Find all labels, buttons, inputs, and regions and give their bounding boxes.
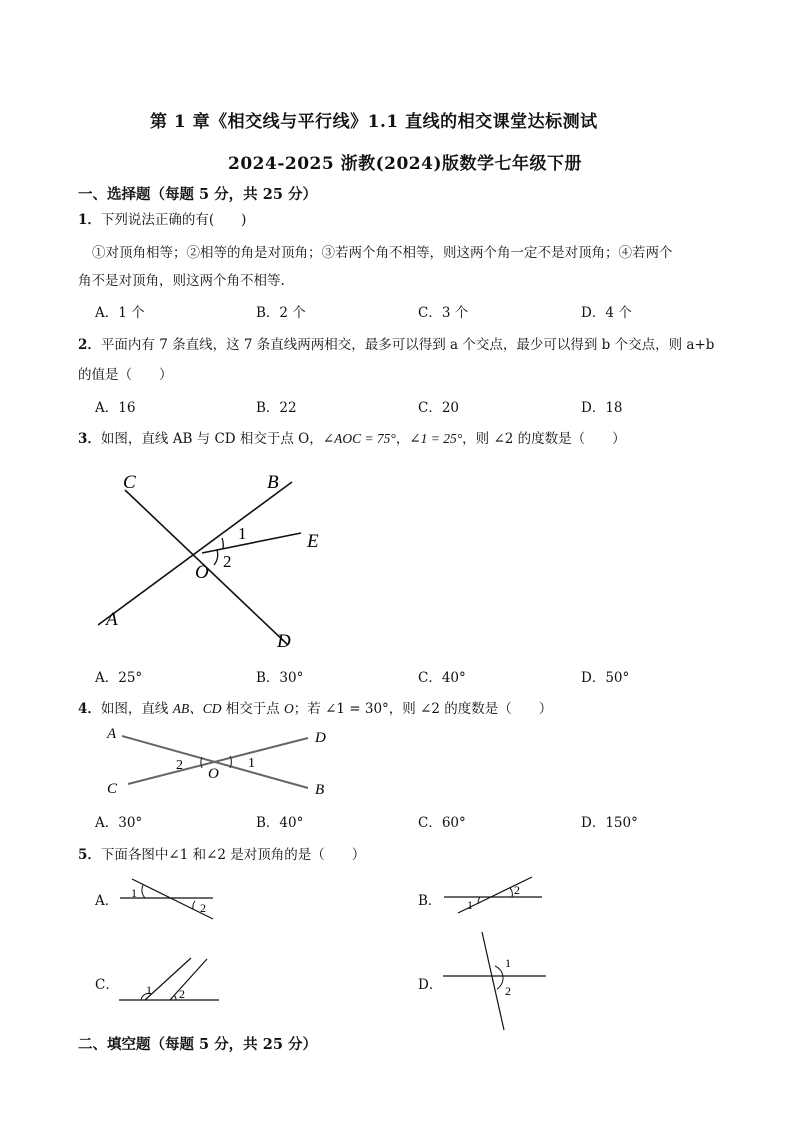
label-o: O (208, 766, 219, 782)
label-angle-2: 2 (200, 901, 206, 915)
angle-2-arc (214, 550, 218, 565)
label-angle-1: 1 (467, 898, 473, 912)
q3-option-d[interactable]: D．50° (581, 670, 630, 686)
question-stem: 下面各图中∠1 和∠2 是对顶角的是（ ） (100, 847, 366, 863)
slanted-line (482, 932, 504, 1030)
angle-2-arc (201, 757, 202, 768)
q3-figure (95, 465, 345, 655)
q5-figure-b (440, 872, 550, 917)
label-a: A (107, 726, 117, 742)
question-number: 4． (78, 701, 101, 717)
question-stem: 平面内有 7 条直线，这 7 条直线两两相交，最多可以得到 a 个交点，最少可以得到 b 个交点，则 a+b (100, 337, 715, 353)
label-angle-2: 2 (514, 883, 520, 897)
label-d: D (315, 730, 326, 746)
q4-option-c[interactable]: C．60° (418, 815, 466, 831)
q3-option-c[interactable]: C．40° (418, 670, 466, 686)
label-angle-2: 2 (179, 987, 185, 1001)
question-1-body-line2: 角不是对顶角，则这两个角不相等. (78, 273, 285, 289)
angle-2-arc (193, 901, 195, 909)
q5-option-d[interactable]: D． (418, 977, 443, 993)
section-heading-fill: 二、填空题（每题 5 分，共 25 分） (78, 1036, 317, 1053)
q4-option-a[interactable]: A．30° (95, 815, 143, 831)
label-o: O (195, 562, 209, 583)
q5-option-c[interactable]: C． (95, 977, 119, 993)
label-angle-2: 2 (223, 552, 232, 571)
question-4 (78, 697, 552, 717)
q5-option-b[interactable]: B． (418, 893, 442, 909)
question-number: 3． (78, 431, 101, 447)
separator: ， (395, 431, 410, 447)
question-stem-pre: 如图，直线 AB 与 CD 相交于点 O， (100, 431, 323, 447)
angle-arc (495, 966, 503, 989)
label-c: C (123, 472, 136, 493)
label-c: C (107, 781, 118, 797)
label-angle-1: 1 (146, 983, 152, 997)
page-subtitle: 2024-2025 浙教(2024)版数学七年级下册 (228, 154, 583, 174)
label-d: D (277, 631, 291, 652)
q1-option-d[interactable]: D．4 个 (581, 305, 632, 321)
label-angle-1: 1 (248, 756, 255, 771)
q2-option-c[interactable]: C．20 (418, 400, 460, 416)
q5-figure-c (115, 955, 225, 1007)
q4-option-d[interactable]: D．150° (581, 815, 638, 831)
q2-option-b[interactable]: B．22 (256, 400, 297, 416)
q3-option-b[interactable]: B．30° (256, 670, 304, 686)
point-o: O (284, 701, 294, 716)
q2-option-d[interactable]: D．18 (581, 400, 623, 416)
question-stem-post: ，则 ∠2 的度数是（ ） (462, 431, 626, 447)
label-a: A (106, 609, 118, 630)
angle-2-arc (510, 888, 512, 897)
label-angle-1: 1 (131, 886, 137, 900)
condition-angle-1: ∠1 = 25° (409, 431, 463, 446)
q4-option-b[interactable]: B．40° (256, 815, 304, 831)
q5-figure-a (115, 875, 220, 925)
label-b: B (315, 782, 325, 798)
question-stem-pre: 如图，直线 (100, 701, 169, 717)
question-number: 2． (78, 337, 101, 353)
q1-option-a[interactable]: A．1 个 (95, 305, 145, 321)
question-stem-cond: ；若 ∠1 = 30°，则 ∠2 的度数是（ ） (293, 701, 553, 717)
slanted-line-right (170, 959, 207, 1000)
page-title: 第 1 章《相交线与平行线》1.1 直线的相交课堂达标测试 (150, 112, 598, 132)
question-2-line2: 的值是（ ） (78, 367, 173, 383)
question-1-body-line1: ①对顶角相等；②相等的角是对顶角；③若两个角不相等，则这两个角一定不是对顶角；④若两个 (92, 245, 673, 261)
ray-oe (202, 533, 301, 553)
angle-2-arc (174, 995, 176, 1000)
condition-angle-aoc: ∠AOC = 75° (322, 431, 396, 446)
label-angle-2: 2 (505, 984, 511, 998)
label-angle-1: 1 (505, 956, 511, 970)
question-number: 5． (78, 847, 101, 863)
question-number: 1． (78, 212, 101, 228)
question-5 (78, 843, 365, 863)
q1-option-b[interactable]: B．2 个 (256, 305, 306, 321)
question-stem-mid: 相交于点 (225, 701, 280, 717)
label-b: B (267, 472, 279, 493)
question-2 (78, 333, 714, 353)
angle-1-arc (230, 756, 231, 768)
angle-1-arc (142, 885, 145, 898)
q3-option-a[interactable]: A．25° (95, 670, 143, 686)
q1-option-c[interactable]: C．3 个 (418, 305, 469, 321)
label-angle-2: 2 (176, 758, 183, 773)
label-angle-1: 1 (238, 524, 247, 543)
q4-figure (100, 724, 340, 800)
q5-figure-d (440, 928, 552, 1033)
q2-option-a[interactable]: A．16 (95, 400, 136, 416)
section-heading-choice: 一、选择题（每题 5 分，共 25 分） (78, 186, 317, 203)
lines-ab-cd: AB、CD (172, 701, 222, 716)
q5-option-a[interactable]: A． (95, 893, 119, 909)
angle-1-arc (222, 538, 223, 549)
label-e: E (307, 531, 319, 552)
question-3 (78, 427, 626, 447)
question-1 (78, 208, 246, 228)
line-ab (98, 482, 292, 625)
question-stem: 下列说法正确的有( ) (100, 212, 247, 228)
